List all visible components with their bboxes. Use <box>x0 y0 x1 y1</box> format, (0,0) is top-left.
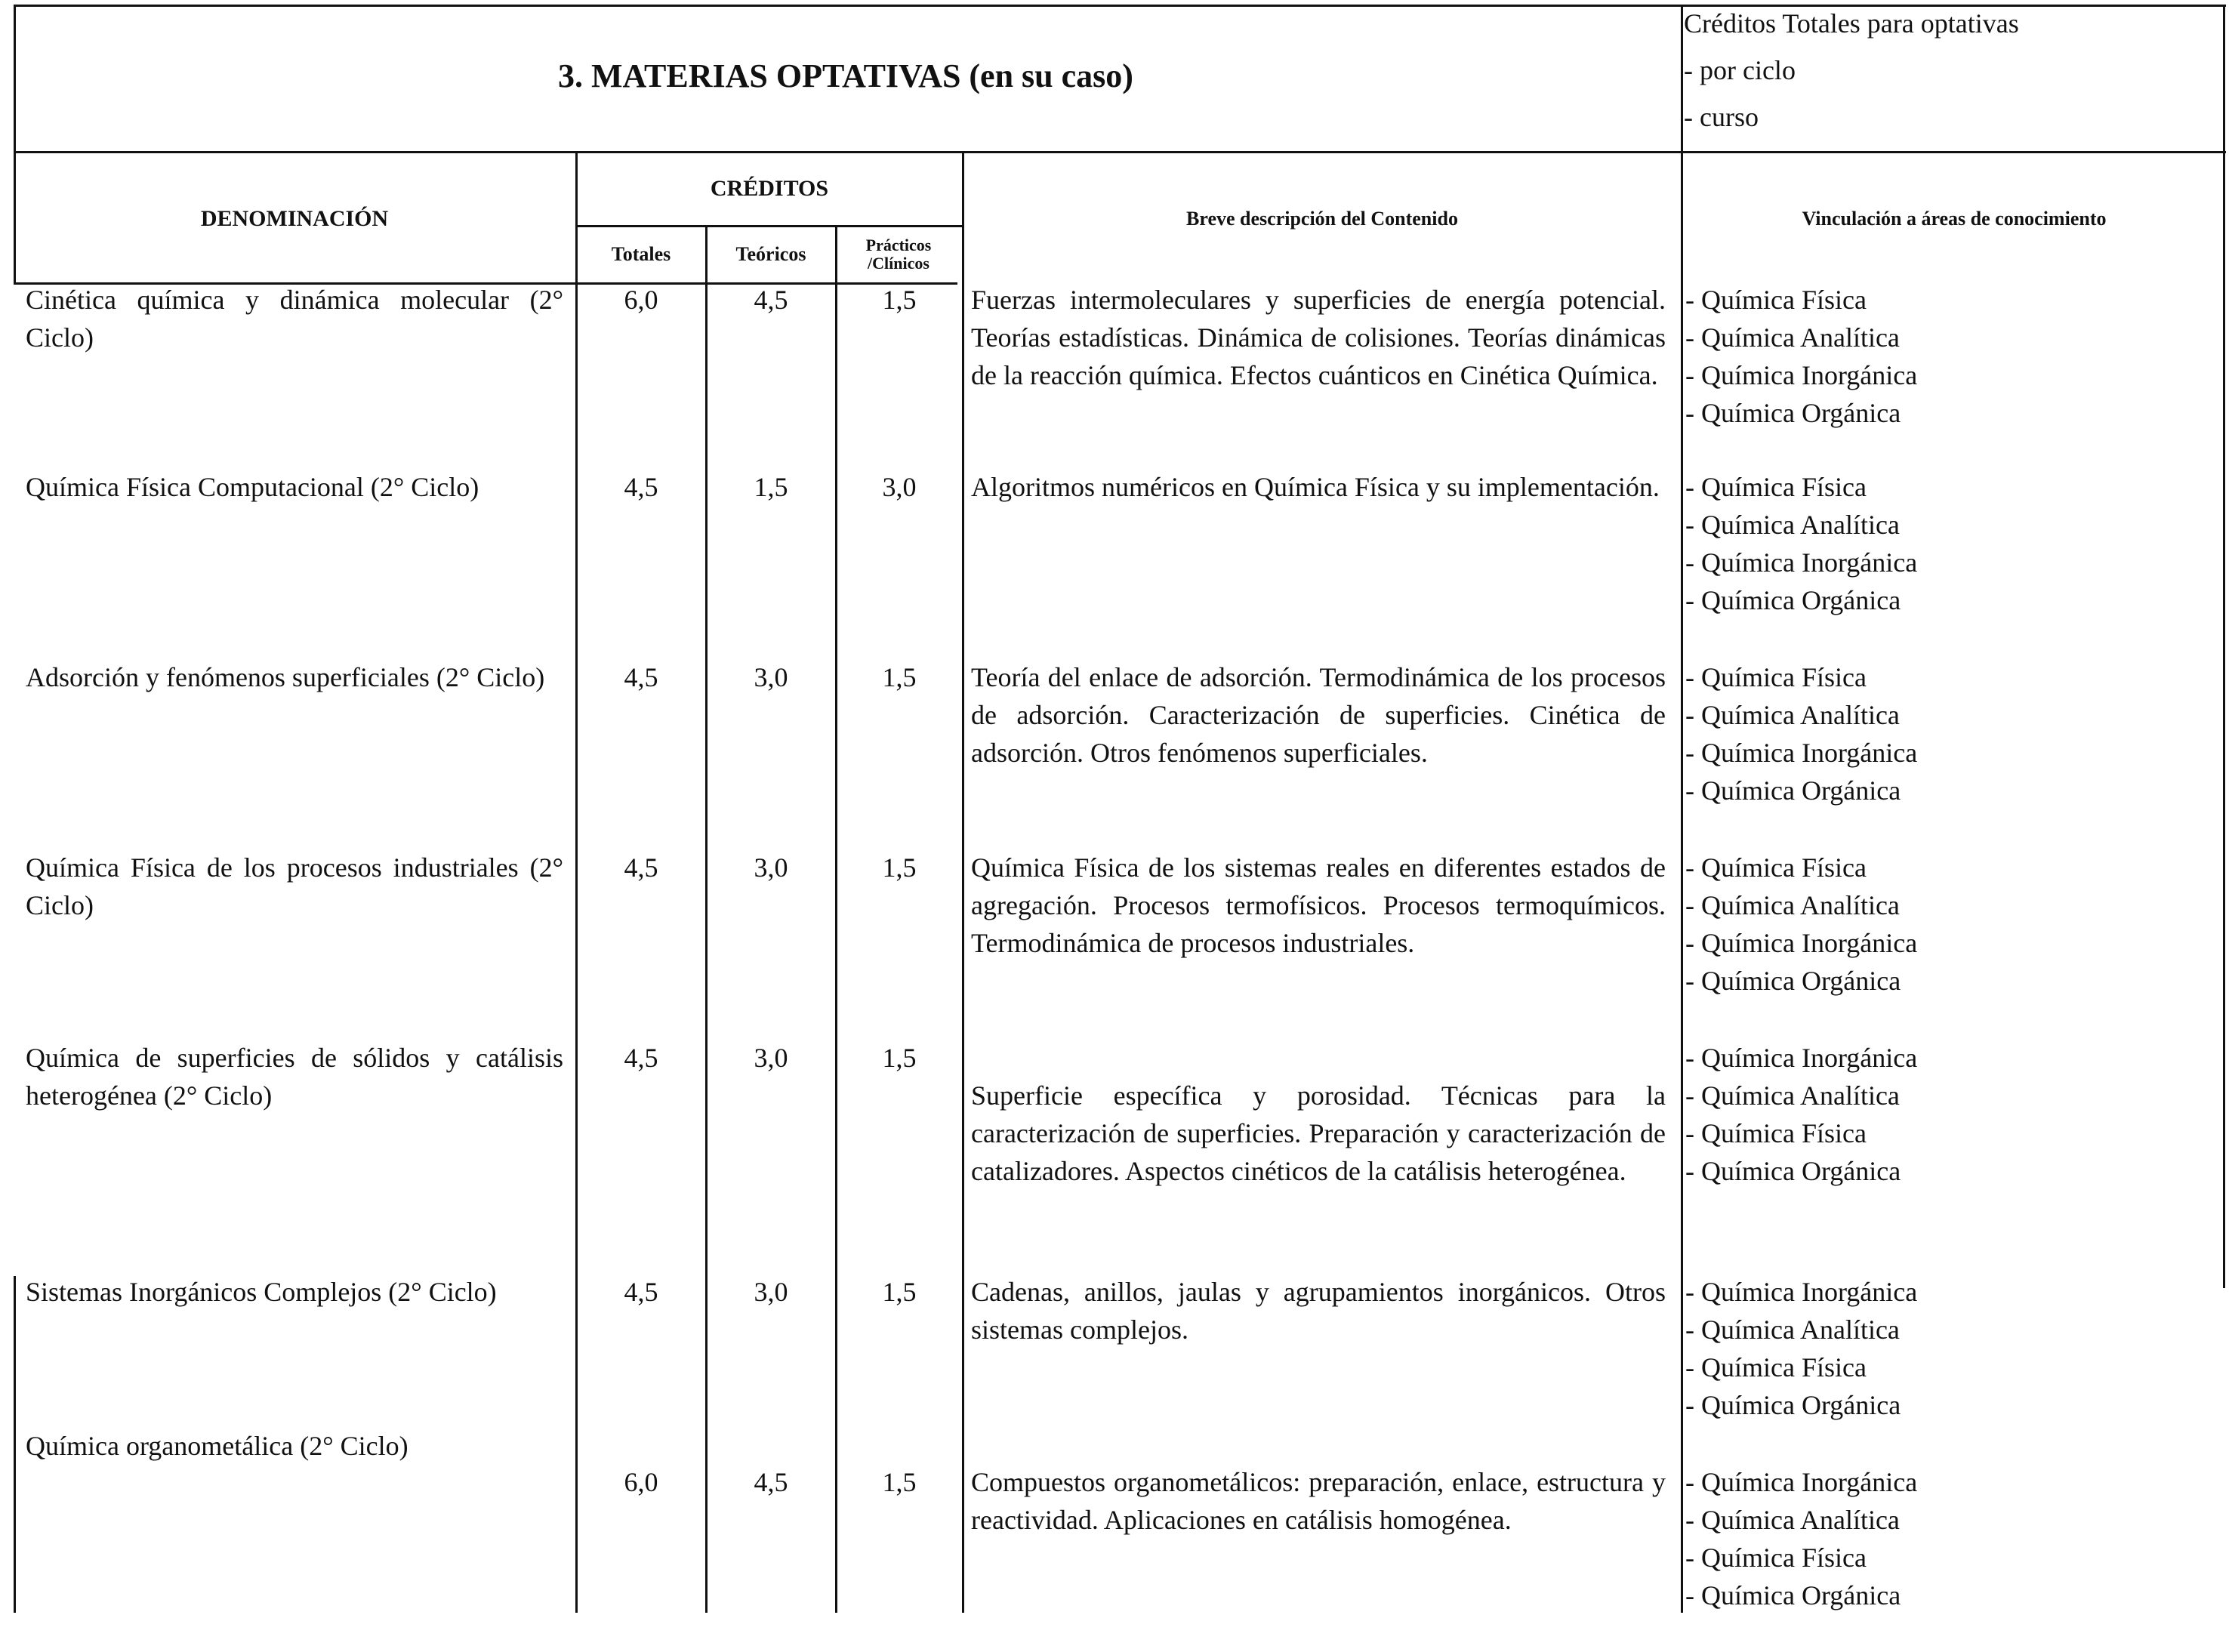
area-item: - Química Analítica <box>1685 1315 1900 1345</box>
area-item: - Química Orgánica <box>1685 585 1901 615</box>
row-name: Química organometálica (2° Ciclo) <box>26 1431 408 1461</box>
row-name: Cinética química y dinámica molecular (2° Ciclo) <box>26 285 563 353</box>
area-item: - Química Inorgánica <box>1685 1277 1918 1307</box>
row-practicos: 3,0 <box>882 472 917 502</box>
row-practicos: 1,5 <box>882 1467 917 1497</box>
row-description: Superficie específica y porosidad. Técnicas para la caracterización de superficies. Preparación y caracterización de catalizadores. Aspectos cinéticos de la catálisis heterogénea. <box>971 1080 1666 1186</box>
left-border-lower <box>14 1276 16 1613</box>
area-item: - Química Inorgánica <box>1685 738 1918 768</box>
header-totales: Totales <box>611 243 671 265</box>
area-item: - Química Inorgánica <box>1685 928 1918 958</box>
col-teoricos-divider <box>835 225 837 1613</box>
row-totales: 6,0 <box>624 1467 658 1497</box>
row-areas <box>1685 1039 2214 1190</box>
row-practicos: 1,5 <box>882 285 917 315</box>
row-areas <box>1685 849 2214 1000</box>
area-item: - Química Orgánica <box>1685 1390 1901 1420</box>
area-item: - Química Analítica <box>1685 700 1900 730</box>
area-item: - Química Física <box>1685 662 1867 692</box>
row-teoricos: 1,5 <box>754 472 788 502</box>
header-descripcion: Breve descripción del Contenido <box>1186 208 1458 230</box>
row-totales: 4,5 <box>624 472 658 502</box>
row-name: Sistemas Inorgánicos Complejos (2° Ciclo) <box>26 1277 497 1307</box>
row-totales: 6,0 <box>624 285 658 315</box>
row-teoricos: 3,0 <box>754 1277 788 1307</box>
header-practicos: Prácticos /Clínicos <box>865 236 932 273</box>
area-item: - Química Analítica <box>1685 322 1900 353</box>
area-item: - Química Física <box>1685 852 1867 883</box>
row-areas <box>1685 658 2214 809</box>
row-practicos: 1,5 <box>882 1277 917 1307</box>
area-item: - Química Inorgánica <box>1685 1467 1918 1497</box>
credits-box-line-2: - por ciclo <box>1684 55 1796 85</box>
row-name: Adsorción y fenómenos superficiales (2° Ciclo) <box>26 662 545 692</box>
area-item: - Química Analítica <box>1685 1080 1900 1111</box>
area-item: - Química Física <box>1685 1352 1867 1382</box>
row-practicos: 1,5 <box>882 852 917 883</box>
row-name: Química de superficies de sólidos y catálisis heterogénea (2° Ciclo) <box>26 1043 563 1111</box>
row-teoricos: 3,0 <box>754 1043 788 1073</box>
row-totales: 4,5 <box>624 1277 658 1307</box>
header-creditos: CRÉDITOS <box>710 176 829 201</box>
credits-box-line-3: - curso <box>1684 102 1759 132</box>
creditos-subline <box>577 225 963 227</box>
page-title: 3. MATERIAS OPTATIVAS (en su caso) <box>558 57 1133 94</box>
area-item: - Química Física <box>1685 472 1867 502</box>
row-teoricos: 3,0 <box>754 852 788 883</box>
row-name: Química Física de los procesos industriales (2° Ciclo) <box>26 852 563 920</box>
credits-box-line-1: Créditos Totales para optativas <box>1684 8 2019 39</box>
area-item: - Química Inorgánica <box>1685 547 1918 578</box>
area-item: - Química Física <box>1685 285 1867 315</box>
row-areas <box>1685 1463 2214 1614</box>
title-divider <box>1681 5 1683 1613</box>
row-areas <box>1685 281 2214 432</box>
row-totales: 4,5 <box>624 662 658 692</box>
area-item: - Química Orgánica <box>1685 398 1901 428</box>
row-name: Química Física Computacional (2° Ciclo) <box>26 472 479 502</box>
row-teoricos: 3,0 <box>754 662 788 692</box>
area-item: - Química Analítica <box>1685 510 1900 540</box>
header-vinculacion: Vinculación a áreas de conocimiento <box>1802 208 2107 230</box>
row-description: Teoría del enlace de adsorción. Termodinámica de los procesos de adsorción. Caracterización de superficies. Cinética de adsorción. Otros fenómenos superficiales. <box>971 662 1666 768</box>
row-totales: 4,5 <box>624 852 658 883</box>
row-areas <box>1685 468 2214 619</box>
header-denominacion: DENOMINACIÓN <box>200 206 389 231</box>
area-item: - Química Física <box>1685 1543 1867 1573</box>
credits-box <box>1684 0 2212 151</box>
header-teoricos: Teóricos <box>735 243 806 265</box>
area-item: - Química Analítica <box>1685 890 1900 920</box>
area-item: - Química Orgánica <box>1685 775 1901 806</box>
row-description: Química Física de los sistemas reales en diferentes estados de agregación. Procesos termofísicos. Procesos termoquímicos. Termodinámica de procesos industriales. <box>971 852 1666 958</box>
area-item: - Química Inorgánica <box>1685 360 1918 390</box>
row-teoricos: 4,5 <box>754 285 788 315</box>
col-totales-divider <box>705 225 708 1613</box>
row-description: Compuestos organometálicos: preparación, enlace, estructura y reactividad. Aplicaciones en catálisis homogénea. <box>971 1467 1666 1535</box>
row-description: Fuerzas intermoleculares y superficies de energía potencial. Teorías estadísticas. Dinámica de colisiones. Teorías dinámicas de la reacción química. Efectos cuánticos en Cinética Química. <box>971 285 1666 390</box>
area-item: - Química Orgánica <box>1685 1156 1901 1186</box>
row-practicos: 1,5 <box>882 1043 917 1073</box>
row-description: Algoritmos numéricos en Química Física y su implementación. <box>971 472 1660 502</box>
area-item: - Química Analítica <box>1685 1505 1900 1535</box>
area-item: - Química Inorgánica <box>1685 1043 1918 1073</box>
row-description: Cadenas, anillos, jaulas y agrupamientos inorgánicos. Otros sistemas complejos. <box>971 1277 1666 1345</box>
area-item: - Química Física <box>1685 1118 1867 1148</box>
row-totales: 4,5 <box>624 1043 658 1073</box>
header-top-line <box>14 151 2226 153</box>
row-teoricos: 4,5 <box>754 1467 788 1497</box>
area-item: - Química Orgánica <box>1685 966 1901 996</box>
row-practicos: 1,5 <box>882 662 917 692</box>
area-item: - Química Orgánica <box>1685 1580 1901 1610</box>
row-areas <box>1685 1273 2214 1424</box>
